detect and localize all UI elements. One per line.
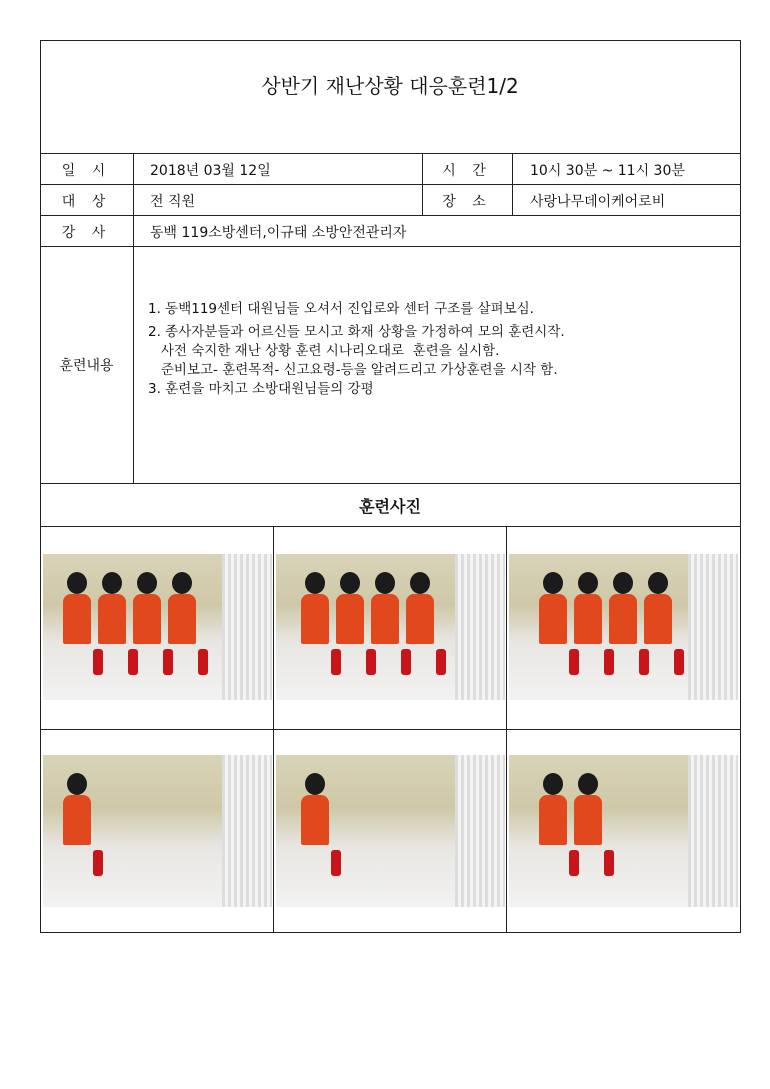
training-photo bbox=[43, 755, 272, 907]
divider bbox=[40, 729, 741, 730]
divider bbox=[133, 153, 134, 483]
date-value: 2018년 03월 12일 bbox=[150, 163, 271, 179]
document-title: 상반기 재난상황 대응훈련1/2 bbox=[261, 74, 519, 98]
instructor-label: 강 사 bbox=[61, 225, 112, 241]
content-line: 1. 동백119센터 대원님들 오셔서 진입로와 센터 구조를 살펴보심. bbox=[148, 301, 534, 317]
time-label: 시 간 bbox=[442, 163, 492, 179]
content-line: 2. 종사자분들과 어르신들 모시고 화재 상황을 가정하여 모의 훈련시작. bbox=[148, 324, 565, 340]
content-line: 3. 훈련을 마치고 소방대원님들의 강평 bbox=[148, 381, 374, 397]
target-label: 대 상 bbox=[61, 194, 112, 210]
divider bbox=[40, 153, 741, 154]
training-photo bbox=[43, 554, 272, 700]
place-value: 사랑나무데이케어로비 bbox=[530, 194, 666, 210]
divider bbox=[40, 483, 741, 484]
training-photo bbox=[276, 755, 505, 907]
divider bbox=[40, 215, 741, 216]
content-label: 훈련내용 bbox=[59, 358, 114, 374]
training-photo bbox=[509, 755, 738, 907]
date-label: 일 시 bbox=[61, 163, 112, 179]
divider bbox=[506, 526, 507, 932]
divider bbox=[40, 184, 741, 185]
content-line: 준비보고- 훈련목적- 신고요령-등을 알려드리고 가상훈련을 시작 함. bbox=[148, 362, 558, 378]
place-label: 장 소 bbox=[442, 194, 492, 210]
training-photo bbox=[509, 554, 738, 700]
instructor-value: 동백 119소방센터,이규태 소방안전관리자 bbox=[150, 225, 407, 241]
training-photo bbox=[276, 554, 505, 700]
time-value: 10시 30분 ~ 11시 30분 bbox=[530, 163, 685, 179]
divider bbox=[273, 526, 274, 932]
content-line: 사전 숙지한 재난 상황 훈련 시나리오대로 훈련을 실시함. bbox=[148, 343, 500, 359]
divider bbox=[40, 246, 741, 247]
divider bbox=[512, 153, 513, 215]
content-text bbox=[148, 300, 565, 399]
target-value: 전 직원 bbox=[150, 194, 196, 210]
photos-header: 훈련사진 bbox=[359, 497, 421, 516]
divider bbox=[40, 526, 741, 527]
